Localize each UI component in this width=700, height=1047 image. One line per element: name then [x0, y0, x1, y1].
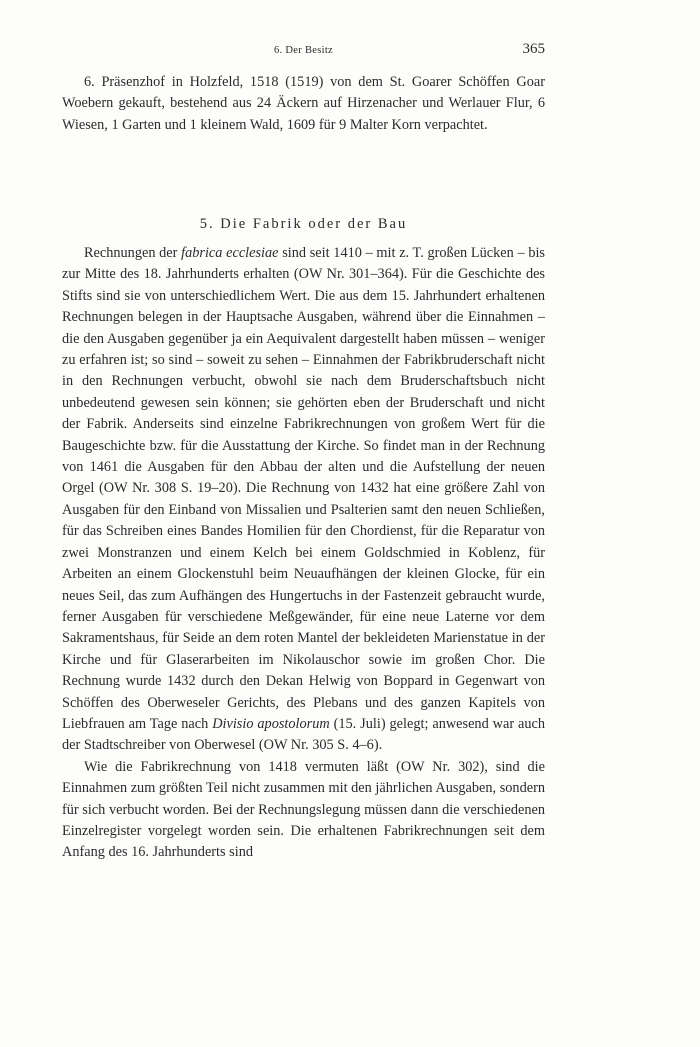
page-number: 365	[522, 41, 545, 57]
running-head	[62, 41, 545, 61]
body-paragraph-2: Wie die Fabrikrechnung von 1418 vermuten läßt (OW Nr. 302), sind die Einnahmen zum größten Teil nicht zusammen mit den jährlichen Ausgaben, sondern für sich verbucht worden. Bei der Rechnungslegung müssen dann die verschiedenen Einzelregister vorgelegt worden sein. Die erhaltenen Fabrikrechnungen seit dem Anfang des 16. Jahrhunderts sind	[62, 758, 545, 861]
item-6-block	[62, 72, 545, 136]
section-body	[62, 243, 545, 864]
p1-part-b: sind seit 1410 – mit z. T. großen Lücken – bis zur Mitte des 18. Jahrhunderts erhalten (OW Nr. 301–364). Für die Geschichte des Stifts sind sie von unterschiedlichem Wert. Die aus dem 15. Jahrhundert erhaltenen Rechnungen belegen in der Hauptsache Ausgaben, während über die Einnahmen – die den Ausgaben gegenüber ja ein Aequivalent dargestellt haben müssen – weniger zu erfahren ist; so sind – soweit zu sehen – Einnahmen der Fabrikbruderschaft nicht in den Rechnungen verbucht, obwohl sie nach dem Bruderschaftsbuch nicht unbedeutend gewesen sein können; sie gehörten eben der Bruderschaft und nicht der Fabrik. Anderseits sind einzelne Fabrikrechnungen von großem Wert für die Baugeschichte bzw. für die Ausstattung der Kirche. So findet man in der Rechnung von 1461 die Ausgaben für den Abbau der alten und die Aufstellung der neuen Orgel (OW Nr. 308 S. 19–20). Die Rechnung von 1432 hat eine größere Zahl von Ausgaben für den Einband von Missalien und Psalterien samt den neuen Schließen, für das Schreiben eines Bandes Homilien für den Chordienst, für die Reparatur von zwei Monstranzen und einem Kelch bei einem Goldschmied in Koblenz, für Arbeiten an einem Glockenstuhl beim Neuaufhängen der kleinen Glocke, für ein neues Seil, das zum Aufhängen des Hungertuchs in der Fastenzeit gebraucht wurde, ferner Ausgaben für verschiedene Meßgewänder, für eine neue Laterne vor dem Sakramentshaus, für Seide an dem roten Mantel der bekleideten Marienstatue in der Kirche und für Glaserarbeiten im Nikolauschor sowie im großen Chor. Die Rechnung wurde 1432 durch den Dekan Helwig von Boppard in Gegenwart von Schöffen des Oberweseler Gerichts, des Plebans und des ganzen Kapitels von Liebfrauen am Tage nach	[62, 245, 545, 732]
running-title: 6. Der Besitz	[273, 45, 333, 56]
item-6-paragraph: 6. Präsenzhof in Holzfeld, 1518 (1519) von dem St. Goarer Schöffen Goar Woebern gekauft, bestehend aus 24 Äckern auf Hirzenacher und Werlauer Flur, 6 Wiesen, 1 Garten und 1 kleinem Wald, 1609 für 9 Malter Korn verpachtet.	[62, 74, 545, 133]
p1-latin-term: fabrica ecclesiae	[181, 245, 279, 261]
body-paragraph-1	[62, 243, 545, 757]
section-heading: 5. Die Fabrik oder der Bau	[199, 216, 408, 232]
p1-part-c: (15. Juli) gelegt; anwesend war auch der Stadtschreiber von Oberwesel (OW Nr. 305 S. 4–6).	[62, 715, 545, 754]
p1-feast-name: Divisio apostolorum	[212, 715, 330, 732]
p1-part-a: Rechnungen der	[84, 245, 182, 261]
